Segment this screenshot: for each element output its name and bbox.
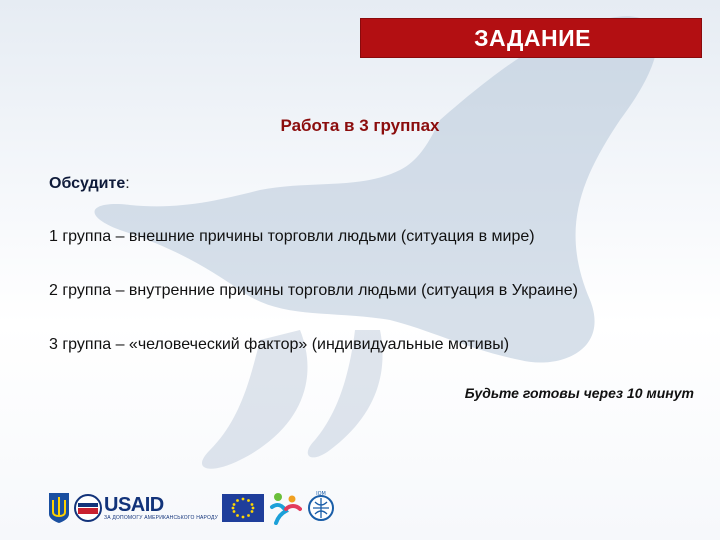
group-text: – внешние причины торговли людьми (ситуация в мире): [111, 228, 535, 245]
usaid-subtext: ЗА ДОПОМОГУ АМЕРИКАНСЬКОГО НАРОДУ: [104, 515, 218, 521]
discuss-line: [49, 175, 130, 193]
group-number: 2 группа: [49, 282, 112, 299]
discuss-label: Обсудите: [49, 175, 126, 192]
slide-title: ЗАДАНИЕ: [474, 24, 591, 51]
usaid-logo: [74, 494, 218, 522]
ukraine-trident-logo-icon: [48, 492, 70, 524]
discuss-suffix: :: [125, 175, 130, 192]
children-figure-logo-icon: [268, 491, 302, 525]
iom-logo-icon: [306, 490, 336, 526]
slide-title-bar: [360, 18, 702, 58]
eu-flag-icon: [222, 494, 264, 522]
usaid-wordmark: USAID: [104, 494, 164, 516]
ready-note: Будьте готовы через 10 минут: [464, 385, 694, 401]
group-text: – «человеческий фактор» (индивидуальные мотивы): [111, 336, 510, 353]
group-item-1: [49, 228, 535, 246]
slide-subtitle: Работа в 3 группах: [280, 116, 440, 135]
group-number: 1 группа: [49, 228, 112, 245]
iom-text-top: IOM: [316, 491, 326, 497]
group-text: – внутренние причины торговли людьми (ситуация в Украине): [111, 282, 578, 299]
group-item-3: [49, 336, 509, 354]
partner-logos: [48, 488, 336, 528]
usaid-seal-icon: [74, 494, 102, 522]
group-item-2: [49, 282, 578, 300]
group-number: 3 группа: [49, 336, 112, 353]
